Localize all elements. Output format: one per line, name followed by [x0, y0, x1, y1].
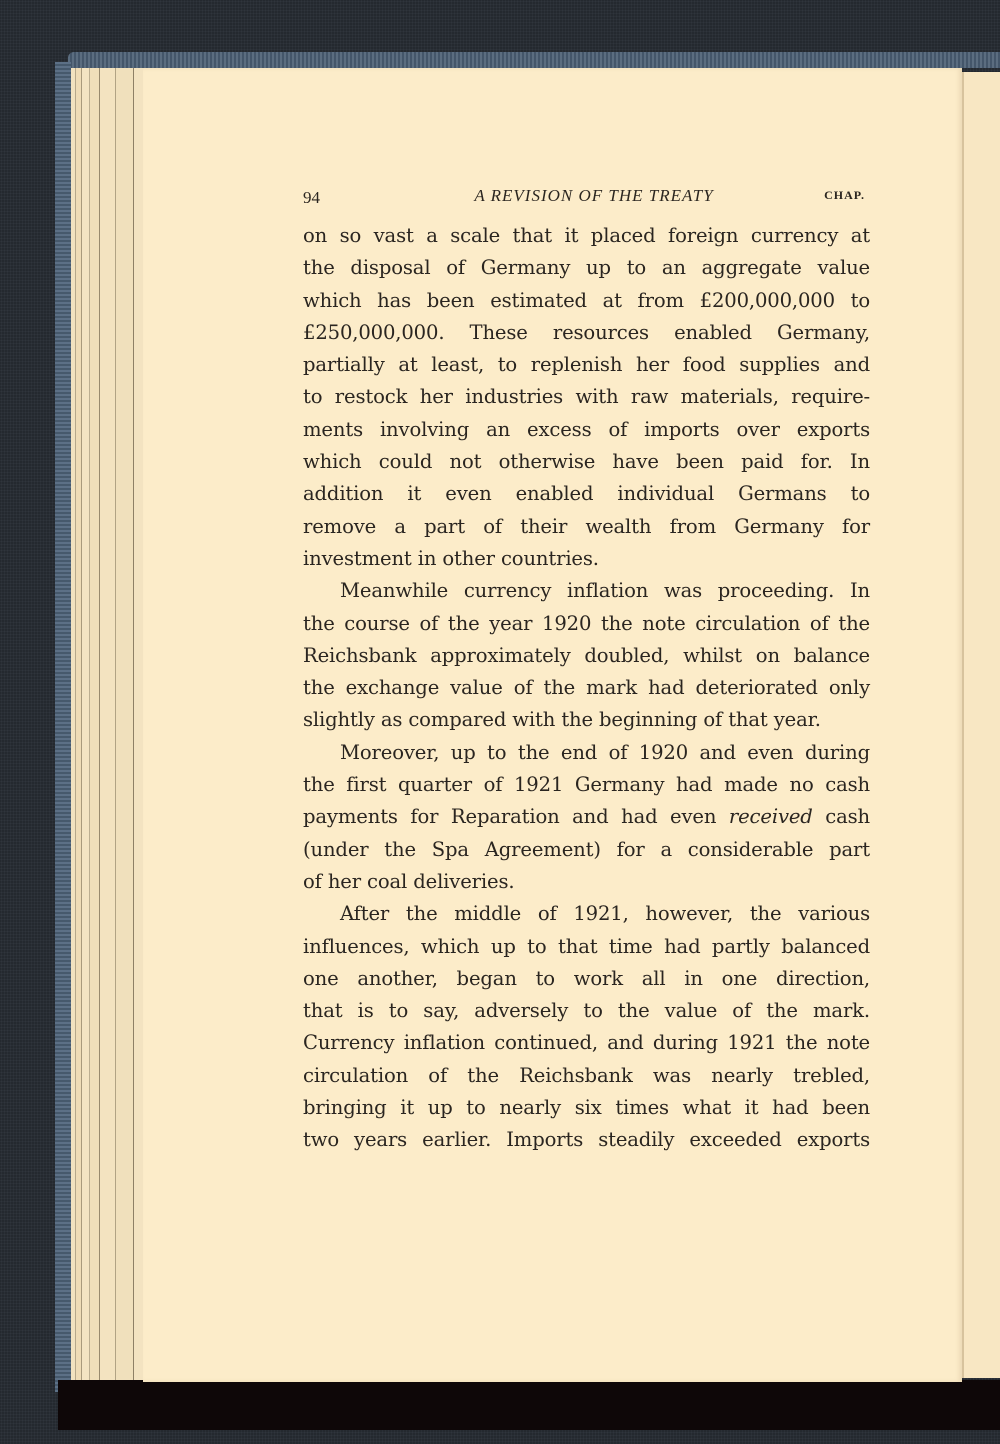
text-line: to restock her industries with raw materials, require-	[303, 385, 870, 409]
italic-emphasis: received	[728, 805, 813, 829]
page-stack-edges	[71, 68, 143, 1380]
text-line: which could not otherwise have been paid for. In	[303, 450, 870, 474]
text-line: influences, which up to that time had partly balanced	[303, 934, 870, 958]
text-line: Moreover, up to the end of 1920 and even during	[340, 740, 870, 764]
text-line: the exchange value of the mark had deteriorated only	[303, 676, 870, 700]
text-line: After the middle of 1921, however, the various	[340, 902, 870, 926]
text-line: partially at least, to replenish her food supplies and	[303, 353, 870, 377]
text-segment: cash	[812, 805, 870, 829]
text-line: that is to say, adversely to the value of the mark.	[303, 999, 870, 1023]
text-line: addition it even enabled individual Germans to	[303, 482, 870, 506]
page-shadow	[58, 1380, 1000, 1430]
text-line: remove a part of their wealth from Germany for	[303, 514, 870, 538]
text-line: Reichsbank approximately doubled, whilst on balance	[303, 643, 870, 667]
text-line: of her coal deliveries.	[303, 869, 515, 893]
running-header	[303, 186, 865, 208]
text-segment: payments for Reparation and had even	[303, 805, 729, 829]
body-text	[303, 220, 870, 1157]
text-line: ments involving an excess of imports over exports	[303, 417, 870, 441]
paragraph	[303, 737, 870, 898]
text-line: circulation of the Reichsbank was nearly trebled,	[303, 1063, 870, 1087]
text-line: the disposal of Germany up to an aggregate value	[303, 256, 870, 280]
text-line: two years earlier. Imports steadily exceeded exports	[303, 1128, 870, 1152]
text-line: investment in other countries.	[303, 546, 599, 570]
chapter-label: CHAP.	[824, 188, 865, 202]
text-line	[303, 801, 870, 833]
text-line: Meanwhile currency inflation was proceeding. In	[340, 579, 870, 603]
text-line: (under the Spa Agreement) for a considerable part	[303, 837, 870, 861]
book-cover-spine-edge	[55, 62, 71, 1392]
text-line: the first quarter of 1921 Germany had made no cash	[303, 773, 870, 797]
text-line: which has been estimated at from £200,000,000 to	[303, 288, 870, 312]
facing-page-edge	[962, 72, 1000, 1378]
page-number: 94	[303, 188, 320, 207]
text-line: slightly as compared with the beginning of that year.	[303, 708, 821, 732]
paragraph	[303, 898, 870, 1156]
book-cover-top-edge	[68, 52, 1000, 68]
running-title: A REVISION OF THE TREATY	[474, 186, 714, 205]
text-line: the course of the year 1920 the note circulation of the	[303, 611, 870, 635]
text-line: one another, began to work all in one direction,	[303, 966, 870, 990]
text-line: bringing it up to nearly six times what it had been	[303, 1096, 870, 1120]
text-line: Currency inflation continued, and during 1921 the note	[303, 1031, 870, 1055]
paragraph	[303, 575, 870, 736]
text-line: on so vast a scale that it placed foreign currency at	[303, 224, 870, 247]
text-line: £250,000,000. These resources enabled Germany,	[303, 320, 870, 344]
paragraph	[303, 220, 870, 575]
